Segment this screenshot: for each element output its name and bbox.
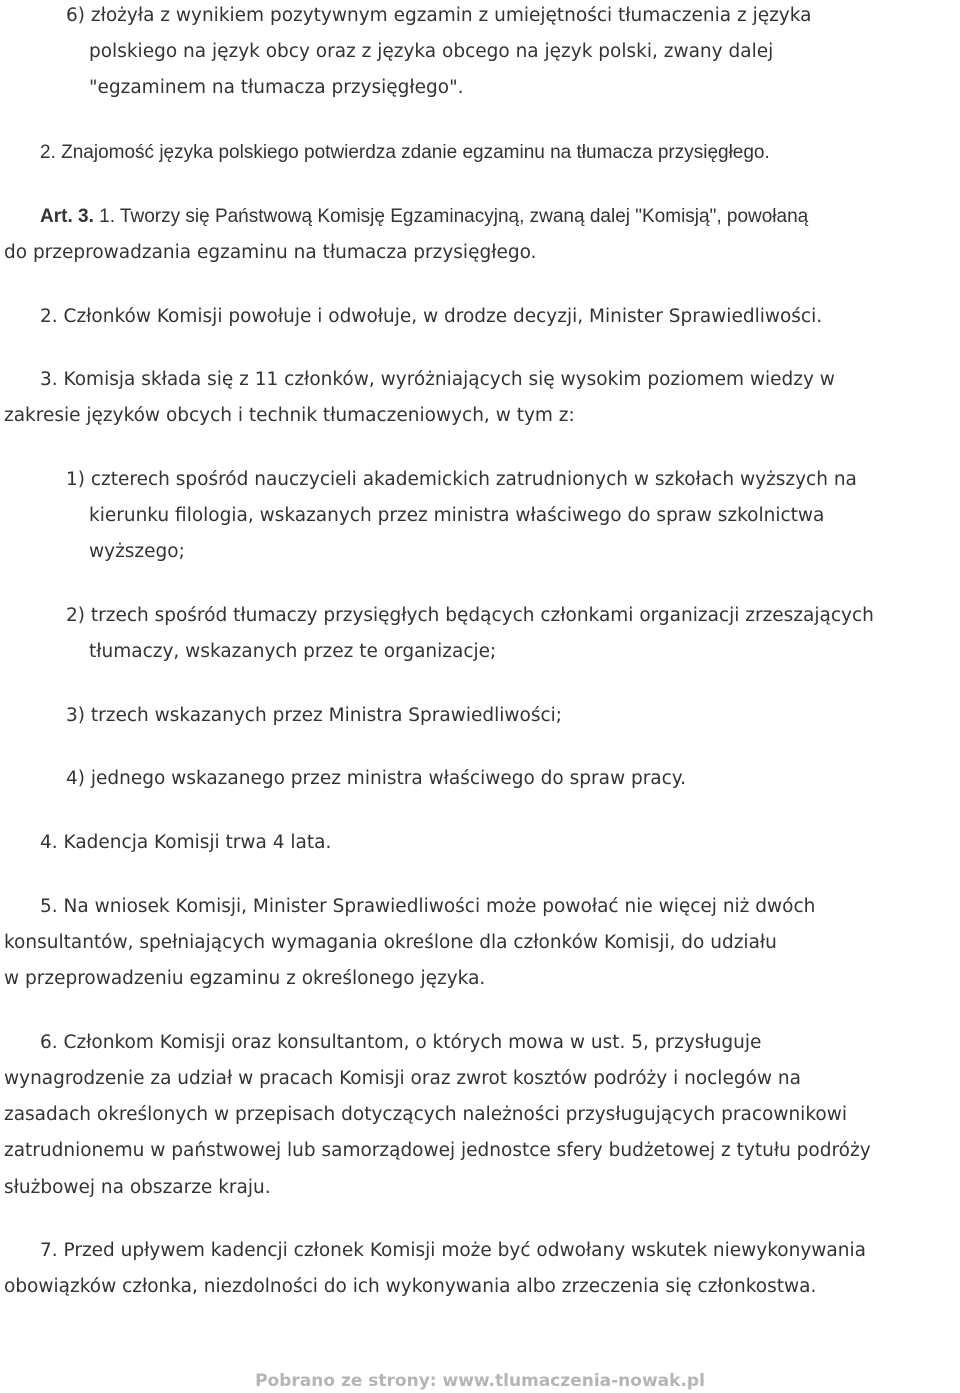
- footer-prefix: Pobrano ze strony:: [255, 1371, 443, 1391]
- footer-link[interactable]: www.tlumaczenia-nowak.pl: [442, 1371, 705, 1391]
- art-3-paragraph-5-line-3: w przeprowadzeniu egzaminu z określonego języka.: [4, 968, 486, 989]
- art-3-text: 1. Tworzy się Państwową Komisję Egzaminacyjną, zwaną dalej "Komisją", powołaną: [93, 206, 809, 227]
- art-3-paragraph-6-line-4: zatrudnionemu w państwowej lub samorządowej jednostce sfery budżetowej z tytułu podróży: [4, 1140, 871, 1161]
- list-item-1-line-1: 1) czterech spośród nauczycieli akademickich zatrudnionych w szkołach wyższych na: [66, 469, 857, 490]
- art-3-line-1: [40, 206, 808, 228]
- art-3-paragraph-5-line-2: konsultantów, spełniających wymagania określone dla członków Komisji, do udziału: [4, 932, 777, 953]
- art-3-label: Art. 3.: [40, 206, 94, 227]
- list-item-1-line-3: wyższego;: [89, 541, 185, 562]
- art-3-paragraph-5-line-1: 5. Na wniosek Komisji, Minister Sprawiedliwości może powołać nie więcej niż dwóch: [40, 896, 816, 917]
- art-3-paragraph-6-line-1: 6. Członkom Komisji oraz konsultantom, o których mowa w ust. 5, przysługuje: [40, 1032, 762, 1053]
- item-6-line-3: "egzaminem na tłumacza przysięgłego".: [89, 77, 464, 98]
- list-item-1-line-2: kierunku filologia, wskazanych przez ministra właściwego do spraw szkolnictwa: [89, 505, 825, 526]
- art-3-paragraph-6-line-5: służbowej na obszarze kraju.: [4, 1177, 271, 1198]
- art-3-paragraph-4: 4. Kadencja Komisji trwa 4 lata.: [40, 832, 332, 853]
- art-3-line-2: do przeprowadzania egzaminu na tłumacza przysięgłego.: [4, 242, 537, 263]
- page-footer: [0, 1370, 960, 1392]
- art-3-paragraph-6-line-2: wynagrodzenie za udział w pracach Komisji oraz zwrot kosztów podróży i noclegów na: [4, 1068, 801, 1089]
- list-item-4: 4) jednego wskazanego przez ministra właściwego do spraw pracy.: [66, 768, 687, 789]
- item-6-line-1: 6) złożyła z wynikiem pozytywnym egzamin z umiejętności tłumaczenia z języka: [66, 5, 812, 26]
- art-3-paragraph-6-line-3: zasadach określonych w przepisach dotyczących należności przysługujących pracownikowi: [4, 1104, 847, 1125]
- art-3-paragraph-7-line-1: 7. Przed upływem kadencji członek Komisji może być odwołany wskutek niewykonywania: [40, 1240, 866, 1261]
- art-3-paragraph-2: 2. Członków Komisji powołuje i odwołuje, w drodze decyzji, Minister Sprawiedliwości.: [40, 306, 823, 327]
- art-3-paragraph-3-line-2: zakresie języków obcych i technik tłumaczeniowych, w tym z:: [4, 405, 575, 426]
- list-item-2-line-1: 2) trzech spośród tłumaczy przysięgłych będących członkami organizacji zrzeszających: [66, 605, 874, 626]
- paragraph-2: 2. Znajomość języka polskiego potwierdza zdanie egzaminu na tłumacza przysięgłego.: [40, 142, 770, 163]
- list-item-3: 3) trzech wskazanych przez Ministra Sprawiedliwości;: [66, 705, 563, 726]
- art-3-paragraph-7-line-2: obowiązków członka, niezdolności do ich wykonywania albo zrzeczenia się członkostwa.: [4, 1276, 817, 1297]
- list-item-2-line-2: tłumaczy, wskazanych przez te organizacje;: [89, 641, 497, 662]
- item-6-line-2: polskiego na język obcy oraz z języka obcego na język polski, zwany dalej: [89, 41, 774, 62]
- art-3-paragraph-3-line-1: 3. Komisja składa się z 11 członków, wyróżniających się wysokim poziomem wiedzy w: [40, 369, 835, 390]
